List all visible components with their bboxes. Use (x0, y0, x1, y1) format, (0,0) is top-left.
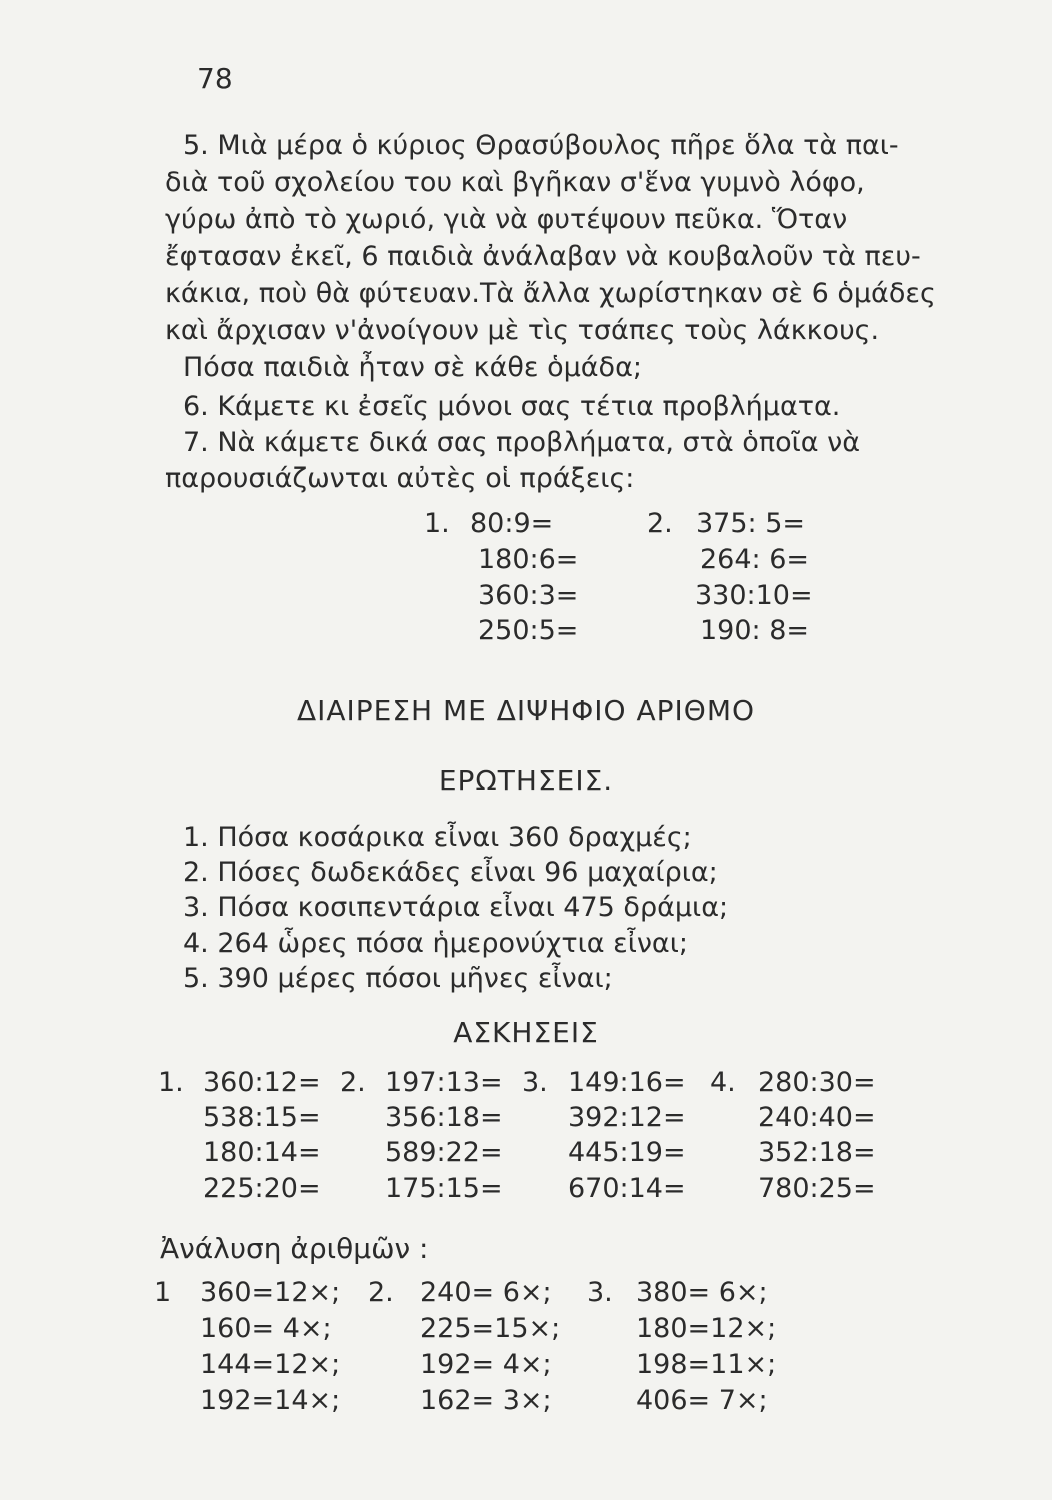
analysis-item: 198=11×; (636, 1349, 777, 1380)
operation-item: 250:5= (478, 615, 579, 646)
exercise-item: 240:40= (758, 1102, 876, 1133)
exercise-label: 3. (522, 1067, 548, 1098)
page-number: 78 (197, 62, 233, 95)
operations-label-2: 2. (647, 508, 673, 539)
exercise-item: 392:12= (568, 1102, 686, 1133)
problem7-line: 7. Νὰ κάμετε δικά σας προβλήματα, στὰ ὁποῖα νὰ (183, 427, 860, 458)
analysis-item: 406= 7×; (636, 1385, 768, 1416)
exercise-item: 445:19= (568, 1137, 686, 1168)
exercise-item: 280:30= (758, 1067, 876, 1098)
exercise-item: 180:14= (203, 1137, 321, 1168)
exercise-item: 197:13= (385, 1067, 503, 1098)
exercise-item: 175:15= (385, 1173, 503, 1204)
operations-label-1: 1. (424, 508, 450, 539)
question-item: 2. Πόσες δωδεκάδες εἶναι 96 μαχαίρια; (183, 857, 718, 888)
analysis-item: 144=12×; (200, 1349, 341, 1380)
analysis-item: 160= 4×; (200, 1313, 332, 1344)
analysis-item: 162= 3×; (420, 1385, 552, 1416)
operation-item: 180:6= (478, 544, 579, 575)
question-item: 4. 264 ὧρες πόσα ἡμερονύχτια εἶναι; (183, 928, 688, 959)
question-item: 5. 390 μέρες πόσοι μῆνες εἶναι; (183, 963, 613, 994)
problem7-line: παρουσιάζωνται αὐτὲς οἱ πράξεις: (165, 463, 635, 494)
analysis-item: 240= 6×; (420, 1277, 552, 1308)
exercise-item: 589:22= (385, 1137, 503, 1168)
analysis-item: 192=14×; (200, 1385, 341, 1416)
problem6: 6. Κάμετε κι ἐσεῖς μόνοι σας τέτια προβλήματα. (183, 391, 841, 422)
question-item: 1. Πόσα κοσάρικα εἶναι 360 δραχμές; (183, 822, 692, 853)
analysis-item: 192= 4×; (420, 1349, 552, 1380)
analysis-item: 380= 6×; (636, 1277, 768, 1308)
problem5-line: γύρω ἀπὸ τὸ χωριό, γιὰ νὰ φυτέψουν πεῦκα. Ὅταν (165, 204, 848, 235)
question-item: 3. Πόσα κοσιπεντάρια εἶναι 475 δράμια; (183, 892, 729, 923)
operation-item: 360:3= (478, 580, 579, 611)
section-title: ΔΙΑΙΡΕΣΗ ΜΕ ΔΙΨΗΦΙΟ ΑΡΙΘΜΟ (296, 694, 756, 727)
problem5-line: ἔφτασαν ἐκεῖ, 6 παιδιὰ ἀνάλαβαν νὰ κουβαλοῦν τὰ πευ- (165, 241, 921, 272)
exercise-item: 352:18= (758, 1137, 876, 1168)
exercise-item: 149:16= (568, 1067, 686, 1098)
exercises-title: ΑΣΚΗΣΕΙΣ (453, 1016, 599, 1049)
exercise-label: 1. (158, 1067, 184, 1098)
operation-item: 80:9= (470, 508, 554, 539)
problem5-line: κάκια, ποὺ θὰ φύτευαν.Τὰ ἄλλα χωρίστηκαν σὲ 6 ὁμάδες (165, 278, 936, 309)
operation-item: 330:10= (695, 580, 813, 611)
questions-title: ΕΡΩΤΗΣΕΙΣ. (438, 764, 614, 797)
analysis-label: 3. (587, 1277, 613, 1308)
problem5-line: διὰ τοῦ σχολείου του καὶ βγῆκαν σ'ἕνα γυμνὸ λόφο, (165, 167, 865, 198)
operation-item: 264: 6= (700, 544, 810, 575)
analysis-label: 1 (154, 1277, 172, 1308)
problem5-line: 5. Μιὰ μέρα ὁ κύριος Θρασύβουλος πῆρε ὅλα τὰ παι- (183, 130, 899, 161)
analysis-item: 180=12×; (636, 1313, 777, 1344)
operation-item: 190: 8= (700, 615, 810, 646)
exercise-label: 2. (340, 1067, 366, 1098)
problem5-question: Πόσα παιδιὰ ἦταν σὲ κάθε ὁμάδα; (183, 352, 642, 383)
exercise-item: 360:12= (203, 1067, 321, 1098)
analysis-item: 360=12×; (200, 1277, 341, 1308)
analysis-label: 2. (368, 1277, 394, 1308)
operation-item: 375: 5= (696, 508, 806, 539)
exercise-item: 356:18= (385, 1102, 503, 1133)
exercise-item: 670:14= (568, 1173, 686, 1204)
exercise-item: 225:20= (203, 1173, 321, 1204)
analysis-title: Ἀνάλυση ἀριθμῶν : (160, 1232, 429, 1265)
exercise-item: 780:25= (758, 1173, 876, 1204)
exercise-item: 538:15= (203, 1102, 321, 1133)
exercise-label: 4. (710, 1067, 736, 1098)
problem5-line: καὶ ἄρχισαν ν'ἀνοίγουν μὲ τὶς τσάπες τοὺς λάκκους. (165, 315, 880, 346)
analysis-item: 225=15×; (420, 1313, 561, 1344)
